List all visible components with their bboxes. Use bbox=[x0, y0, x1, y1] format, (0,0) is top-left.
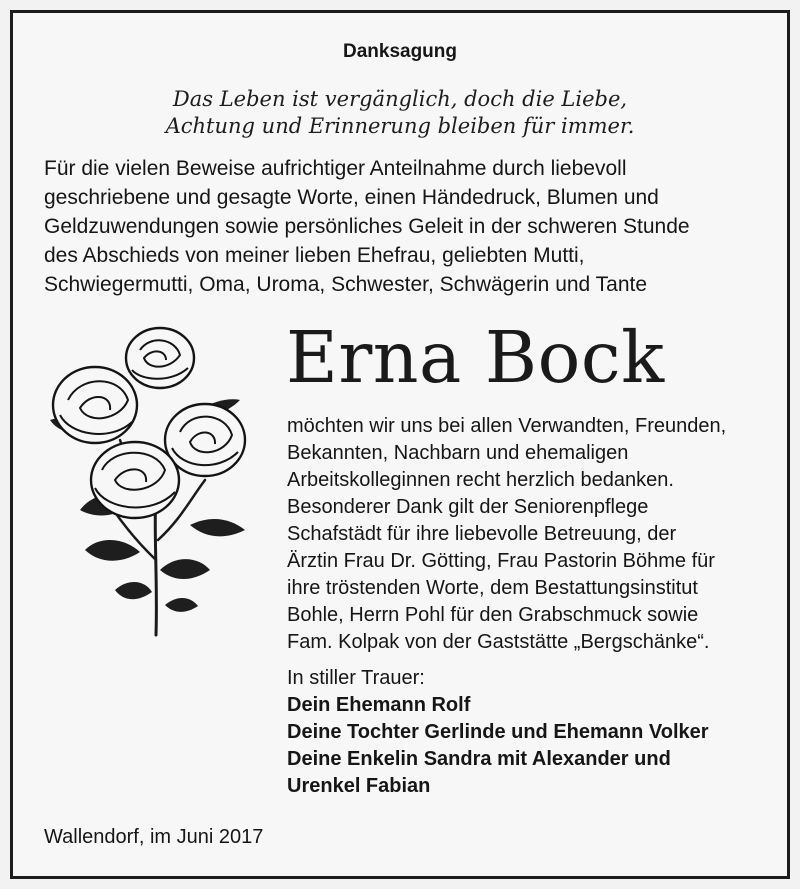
roses-illustration bbox=[40, 320, 250, 640]
thanks-line: Besonderer Dank gilt der Seniorenpflege bbox=[287, 496, 649, 518]
motto-line: Achtung und Erinnerung bleiben für immer. bbox=[165, 114, 635, 138]
thanks-line: ihre tröstenden Worte, dem Bestattungsinstitut bbox=[287, 577, 698, 599]
mourner-line: Deine Enkelin Sandra mit Alexander und bbox=[287, 748, 671, 770]
thanks-line: Bohle, Herrn Pohl für den Grabschmuck sowie bbox=[287, 604, 699, 626]
mourner-line: Urenkel Fabian bbox=[287, 775, 431, 797]
mourning-intro: In stiller Trauer: bbox=[287, 667, 425, 689]
notice-motto bbox=[0, 86, 800, 140]
mourners-block bbox=[287, 665, 767, 800]
intro-line: des Abschieds von meiner lieben Ehefrau, geliebten Mutti, bbox=[44, 244, 585, 267]
thanks-line: Fam. Kolpak von der Gaststätte „Bergschänke“. bbox=[287, 631, 710, 653]
intro-line: Geldzuwendungen sowie persönliches Geleit in der schweren Stunde bbox=[44, 215, 690, 238]
mourner-line: Deine Tochter Gerlinde und Ehemann Volker bbox=[287, 721, 709, 743]
intro-line: Schwiegermutti, Oma, Uroma, Schwester, Schwägerin und Tante bbox=[44, 273, 648, 296]
intro-line: Für die vielen Beweise aufrichtiger Anteilnahme durch liebevoll bbox=[44, 157, 627, 180]
thanks-line: Schafstädt für ihre liebevolle Betreuung, der bbox=[287, 523, 677, 545]
thanks-line: Ärztin Frau Dr. Götting, Frau Pastorin Böhme für bbox=[287, 550, 715, 572]
notice-heading: Danksagung bbox=[342, 41, 458, 62]
place-date: Wallendorf, im Juni 2017 bbox=[44, 826, 264, 848]
mourner-line: Dein Ehemann Rolf bbox=[287, 694, 471, 716]
thanks-paragraph bbox=[287, 413, 767, 656]
thanks-line: Bekannten, Nachbarn und ehemaligen bbox=[287, 442, 629, 464]
thanks-line: Arbeitskolleginnen recht herzlich bedanken. bbox=[287, 469, 674, 491]
deceased-name: Erna Bock bbox=[286, 316, 665, 399]
motto-line: Das Leben ist vergänglich, doch die Liebe, bbox=[172, 87, 628, 111]
intro-paragraph bbox=[44, 154, 764, 299]
intro-line: geschriebene und gesagte Worte, einen Händedruck, Blumen und bbox=[44, 186, 659, 209]
thanks-line: möchten wir uns bei allen Verwandten, Freunden, bbox=[287, 415, 727, 437]
